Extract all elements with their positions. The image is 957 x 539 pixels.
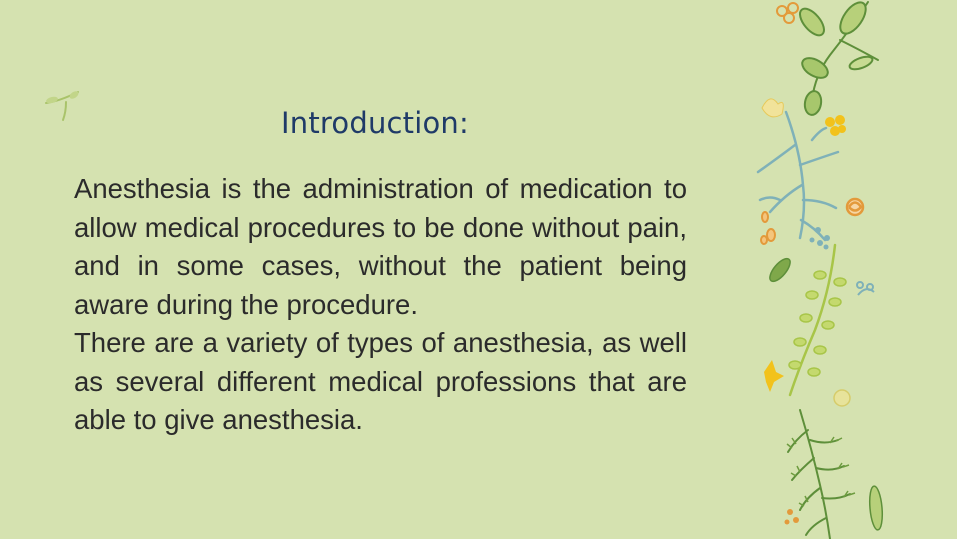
slide-body [74, 170, 687, 440]
body-paragraph-1: Anesthesia is the administration of medication to allow medical procedures to be done without pain, and in some cases, without the patient being aware during the procedure. [74, 173, 687, 320]
body-paragraph-2: There are a variety of types of anesthesia, as well as several different medical professions that are able to give anesthesia. [74, 327, 687, 435]
slide-title: Introduction: [281, 106, 469, 140]
